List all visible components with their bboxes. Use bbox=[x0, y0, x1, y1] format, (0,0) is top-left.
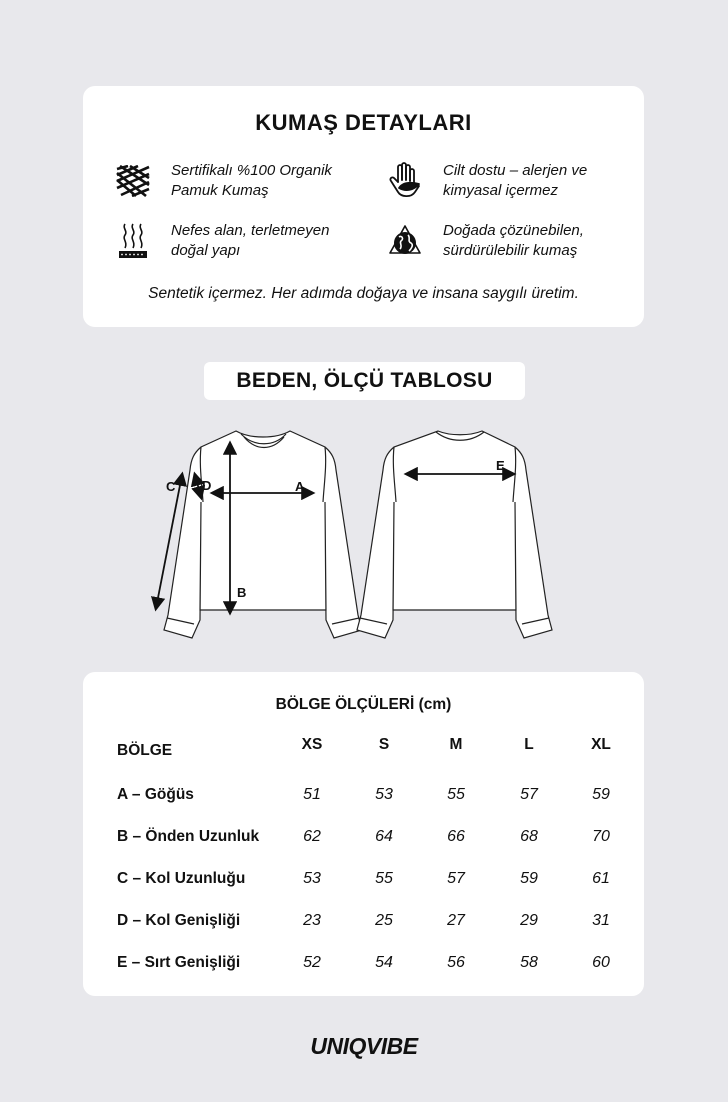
feature-skin-friendly bbox=[385, 161, 643, 201]
label-b: B bbox=[237, 585, 247, 600]
region-name: C – Kol Uzunluğu bbox=[117, 870, 246, 887]
table-row bbox=[83, 954, 644, 978]
garment-measurement-diagram bbox=[150, 425, 580, 650]
measurement-value: 55 bbox=[375, 870, 393, 887]
breathable-fabric-icon bbox=[113, 221, 153, 261]
measurement-value: 23 bbox=[303, 912, 321, 929]
measurement-value: 31 bbox=[592, 912, 610, 929]
size-header: XL bbox=[591, 736, 611, 753]
feature-text-line1: Sertifikalı %100 Organik bbox=[171, 162, 332, 179]
measurement-value: 68 bbox=[520, 828, 538, 845]
measurement-value: 25 bbox=[375, 912, 393, 929]
front-sweatshirt-outline bbox=[164, 431, 362, 638]
measurement-value: 53 bbox=[303, 870, 321, 887]
measurement-value: 51 bbox=[303, 786, 321, 803]
feature-text-line2: sürdürülebilir kumaş bbox=[443, 242, 578, 259]
region-name: E – Sırt Genişliği bbox=[117, 954, 241, 971]
fabric-details-title: KUMAŞ DETAYLARI bbox=[255, 110, 472, 135]
size-header: M bbox=[449, 736, 463, 753]
measurement-value: 59 bbox=[592, 786, 610, 803]
feature-text-line1: Nefes alan, terletmeyen bbox=[171, 222, 330, 239]
label-c: C bbox=[166, 479, 176, 494]
feature-biodegradable bbox=[385, 221, 643, 261]
table-header-row bbox=[83, 736, 644, 760]
measurement-value: 66 bbox=[447, 828, 465, 845]
label-e: E bbox=[496, 458, 505, 473]
size-header: L bbox=[524, 736, 534, 753]
size-chart-title: BEDEN, ÖLÇÜ TABLOSU bbox=[204, 362, 525, 400]
measurement-value: 64 bbox=[375, 828, 393, 845]
measurement-value: 57 bbox=[447, 870, 465, 887]
brand-logo: UNIQVIBE bbox=[310, 1033, 418, 1059]
fabric-details-card bbox=[83, 86, 644, 327]
measurement-value: 57 bbox=[520, 786, 538, 803]
region-name: B – Önden Uzunluk bbox=[117, 828, 260, 845]
measurement-value: 56 bbox=[447, 954, 465, 971]
region-name: D – Kol Genişliği bbox=[117, 912, 241, 929]
table-row bbox=[83, 912, 644, 936]
region-header: BÖLGE bbox=[117, 742, 173, 759]
feature-text-line2: Pamuk Kumaş bbox=[171, 182, 269, 199]
measurement-value: 59 bbox=[520, 870, 538, 887]
measurement-value: 62 bbox=[303, 828, 321, 845]
label-a: A bbox=[295, 479, 305, 494]
hand-leaf-icon bbox=[385, 161, 425, 201]
yarn-ball-icon bbox=[113, 161, 153, 201]
table-row bbox=[83, 786, 644, 810]
measurement-value: 29 bbox=[520, 912, 538, 929]
table-row bbox=[83, 870, 644, 894]
region-name: A – Göğüs bbox=[117, 786, 194, 803]
label-d: D bbox=[202, 478, 212, 493]
measurement-value: 60 bbox=[592, 954, 610, 971]
back-sweatshirt-outline bbox=[357, 431, 552, 638]
feature-organic-cotton bbox=[113, 161, 371, 201]
measurements-table-card bbox=[83, 672, 644, 996]
measurement-value: 70 bbox=[592, 828, 610, 845]
feature-text-line1: Doğada çözünebilen, bbox=[443, 222, 584, 239]
measurement-value: 55 bbox=[447, 786, 465, 803]
measurement-value: 61 bbox=[592, 870, 610, 887]
feature-breathable bbox=[113, 221, 371, 261]
feature-text-line2: kimyasal içermez bbox=[443, 182, 559, 199]
measurement-value: 52 bbox=[303, 954, 321, 971]
size-header: XS bbox=[301, 736, 323, 753]
eco-globe-icon bbox=[385, 221, 425, 261]
measurement-value: 54 bbox=[375, 954, 393, 971]
fabric-footer-note: Sentetik içermez. Her adımda doğaya ve insana saygılı üretim. bbox=[148, 285, 579, 302]
feature-text-line2: doğal yapı bbox=[171, 242, 241, 259]
measurement-value: 53 bbox=[375, 786, 393, 803]
table-caption: BÖLGE ÖLÇÜLERİ (cm) bbox=[275, 696, 452, 713]
measurement-value: 58 bbox=[520, 954, 538, 971]
table-row bbox=[83, 828, 644, 852]
measurement-value: 27 bbox=[447, 912, 465, 929]
feature-text-line1: Cilt dostu – alerjen ve bbox=[443, 162, 588, 179]
size-header: S bbox=[378, 736, 390, 753]
